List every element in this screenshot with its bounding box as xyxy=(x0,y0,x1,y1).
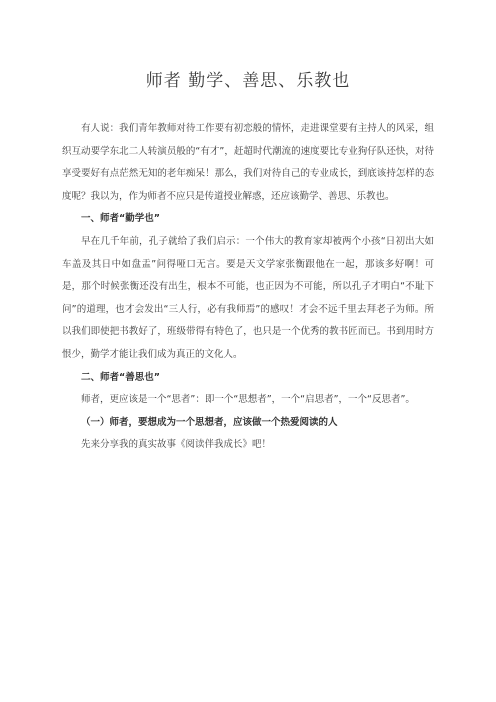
intro-paragraph: 有人说：我们青年教师对待工作要有初恋般的情怀，走进课堂要有主持人的风采，组织互动要学东北二人转演员般的“有才”，赶超时代潮流的速度要比专业狗仔队还快，对待享受要好有点茫然无知的老年痴呆！那么，我们对待自己的专业成长，到底该持怎样的态度呢？我以为，作为师者不应只是传道授业解惑，还应该勤学、善思、乐教也。 xyxy=(62,123,434,202)
section-heading-good-thinking: 二、师者“善思也” xyxy=(81,371,160,383)
subsection-paragraph-reading: 先来分享我的真实故事《阅读伴我成长》吧！ xyxy=(81,439,272,451)
document-title: 师者 勤学、善思、乐教也 xyxy=(145,71,351,91)
section-paragraph-good-thinking: 师者，更应该是一个“思者”：即一个“思想者”，一个“启思者”，一个“反思者”。 xyxy=(81,394,415,406)
subsection-heading-thinker: （一）师者，要想成为一个思想者，应该做一个热爱阅读的人 xyxy=(81,416,338,428)
section-heading-diligent-study: 一、师者“勤学也” xyxy=(81,213,160,225)
document-body xyxy=(62,118,434,457)
section-paragraph-diligent-study: 早在几千年前，孔子就给了我们启示：一个伟大的教育家却被两个小孩“日初出大如车盖及其日中如盘盂”问得哑口无言。要是天文学家张衡跟他在一起，那该多好啊！可是，那个时候张衡还没有出生，根本不可能，也正因为不可能，所以孔子才明白“不耻下问”的道理，也才会发出“三人行，必有我师焉”的感叹！才会不远千里去拜老子为师。所以我们即使把书教好了，班级带得有特色了，也只是一个优秀的教书匠而已。书到用时方恨少，勤学才能让我们成为真正的文化人。 xyxy=(62,235,434,360)
